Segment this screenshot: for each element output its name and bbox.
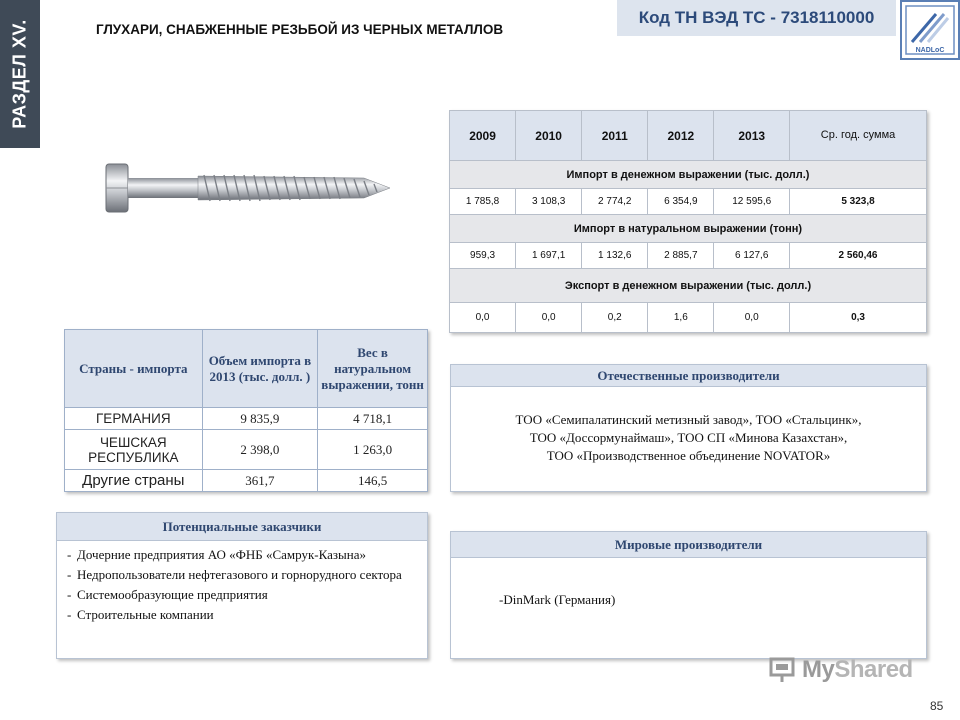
- country-weight: 146,5: [318, 470, 428, 492]
- value-cell: 6 354,9: [648, 189, 714, 215]
- value-cell: 2 774,2: [582, 189, 648, 215]
- import-value-title: Импорт в денежном выражении (тыс. долл.): [450, 161, 927, 189]
- page-number: 85: [930, 699, 944, 713]
- country-header: Страны - импорта: [65, 330, 203, 408]
- year-cell: 2009: [450, 111, 516, 161]
- country-weight: 4 718,1: [318, 408, 428, 430]
- value-cell: 1 697,1: [516, 243, 582, 269]
- potential-customers-title: Потенциальные заказчики: [57, 513, 427, 541]
- world-producers-text: -DinMark (Германия): [499, 592, 616, 607]
- value-cell: 0,0: [516, 303, 582, 333]
- section-row: [450, 161, 927, 189]
- value-cell: 6 127,6: [714, 243, 790, 269]
- country-weight: 1 263,0: [318, 430, 428, 470]
- year-cell: 2012: [648, 111, 714, 161]
- countries-header-row: [65, 330, 428, 408]
- values-row: [450, 303, 927, 333]
- value-cell: 0,2: [582, 303, 648, 333]
- country-volume: 2 398,0: [202, 430, 318, 470]
- value-cell: 1 785,8: [450, 189, 516, 215]
- list-item: - Недропользователи нефтегазового и горнорудного сектора: [67, 567, 421, 582]
- world-producers-title: Мировые производители: [451, 532, 926, 558]
- country-name: Другие страны: [65, 470, 203, 492]
- volume-header: Объем импорта в 2013 (тыс. долл. ): [202, 330, 318, 408]
- country-volume: 361,7: [202, 470, 318, 492]
- value-cell: 0,0: [714, 303, 790, 333]
- value-cell: 3 108,3: [516, 189, 582, 215]
- value-cell: 0,0: [450, 303, 516, 333]
- lag-screw-image: [104, 160, 396, 216]
- section-row: [450, 215, 927, 243]
- watermark-text: MyShared: [802, 656, 913, 683]
- value-cell: 1,6: [648, 303, 714, 333]
- table-row: [65, 430, 428, 470]
- presentation-icon: [768, 655, 798, 685]
- logo-icon: [902, 2, 958, 58]
- section-label: РАЗДЕЛ XV.: [9, 19, 30, 129]
- total-cell: 0,3: [790, 303, 927, 333]
- total-cell: 2 560,46: [790, 243, 927, 269]
- table-row: [65, 408, 428, 430]
- import-volume-title: Импорт в натуральном выражении (тонн): [450, 215, 927, 243]
- company-logo: [900, 0, 960, 60]
- value-cell: 12 595,6: [714, 189, 790, 215]
- potential-customers-panel: [56, 512, 428, 659]
- avg-sum-header: Ср. год. сумма: [790, 111, 927, 161]
- section-row: [450, 269, 927, 303]
- list-item: - Строительные компании: [67, 607, 421, 622]
- country-volume: 9 835,9: [202, 408, 318, 430]
- year-cell: 2010: [516, 111, 582, 161]
- domestic-producers-list: [451, 387, 926, 465]
- table-row: [65, 470, 428, 492]
- customers-list: [57, 541, 427, 622]
- value-cell: 1 132,6: [582, 243, 648, 269]
- producer-line: ТОО «Производственное объединение NOVATOR»: [546, 448, 831, 463]
- year-cell: 2013: [714, 111, 790, 161]
- values-row: [450, 189, 927, 215]
- total-cell: 5 323,8: [790, 189, 927, 215]
- producer-line: ТОО «Семипалатинский метизный завод», ТОО «Стальцинк»,: [515, 412, 862, 427]
- value-cell: 959,3: [450, 243, 516, 269]
- myshared-watermark: [768, 655, 913, 685]
- list-item: - Системообразующие предприятия: [67, 587, 421, 602]
- logo-text: NADLoC: [915, 47, 945, 54]
- export-value-title: Экспорт в денежном выражении (тыс. долл.): [450, 269, 927, 303]
- country-name: ГЕРМАНИЯ: [65, 408, 203, 430]
- years-header-row: [450, 111, 927, 161]
- value-cell: 2 885,7: [648, 243, 714, 269]
- world-producers-panel: [450, 531, 927, 659]
- weight-header: Вес в натуральном выражении, тонн: [318, 330, 428, 408]
- producer-line: ТОО «Доссормунаймаш», ТОО СП «Минова Казахстан»,: [529, 430, 848, 445]
- domestic-producers-title: Отечественные производители: [451, 365, 926, 387]
- section-tab: [0, 0, 40, 148]
- code-badge: Код ТН ВЭД ТС - 7318110000: [617, 0, 896, 36]
- trade-stats-table: [449, 110, 927, 333]
- list-item: - Дочерние предприятия АО «ФНБ «Самрук-Казына»: [67, 547, 421, 562]
- import-countries-table: [64, 329, 428, 492]
- domestic-producers-panel: [450, 364, 927, 492]
- country-name: ЧЕШСКАЯ РЕСПУБЛИКА: [65, 430, 203, 470]
- year-cell: 2011: [582, 111, 648, 161]
- values-row: [450, 243, 927, 269]
- page-title: ГЛУХАРИ, СНАБЖЕННЫЕ РЕЗЬБОЙ ИЗ ЧЕРНЫХ МЕТАЛЛОВ: [96, 22, 504, 37]
